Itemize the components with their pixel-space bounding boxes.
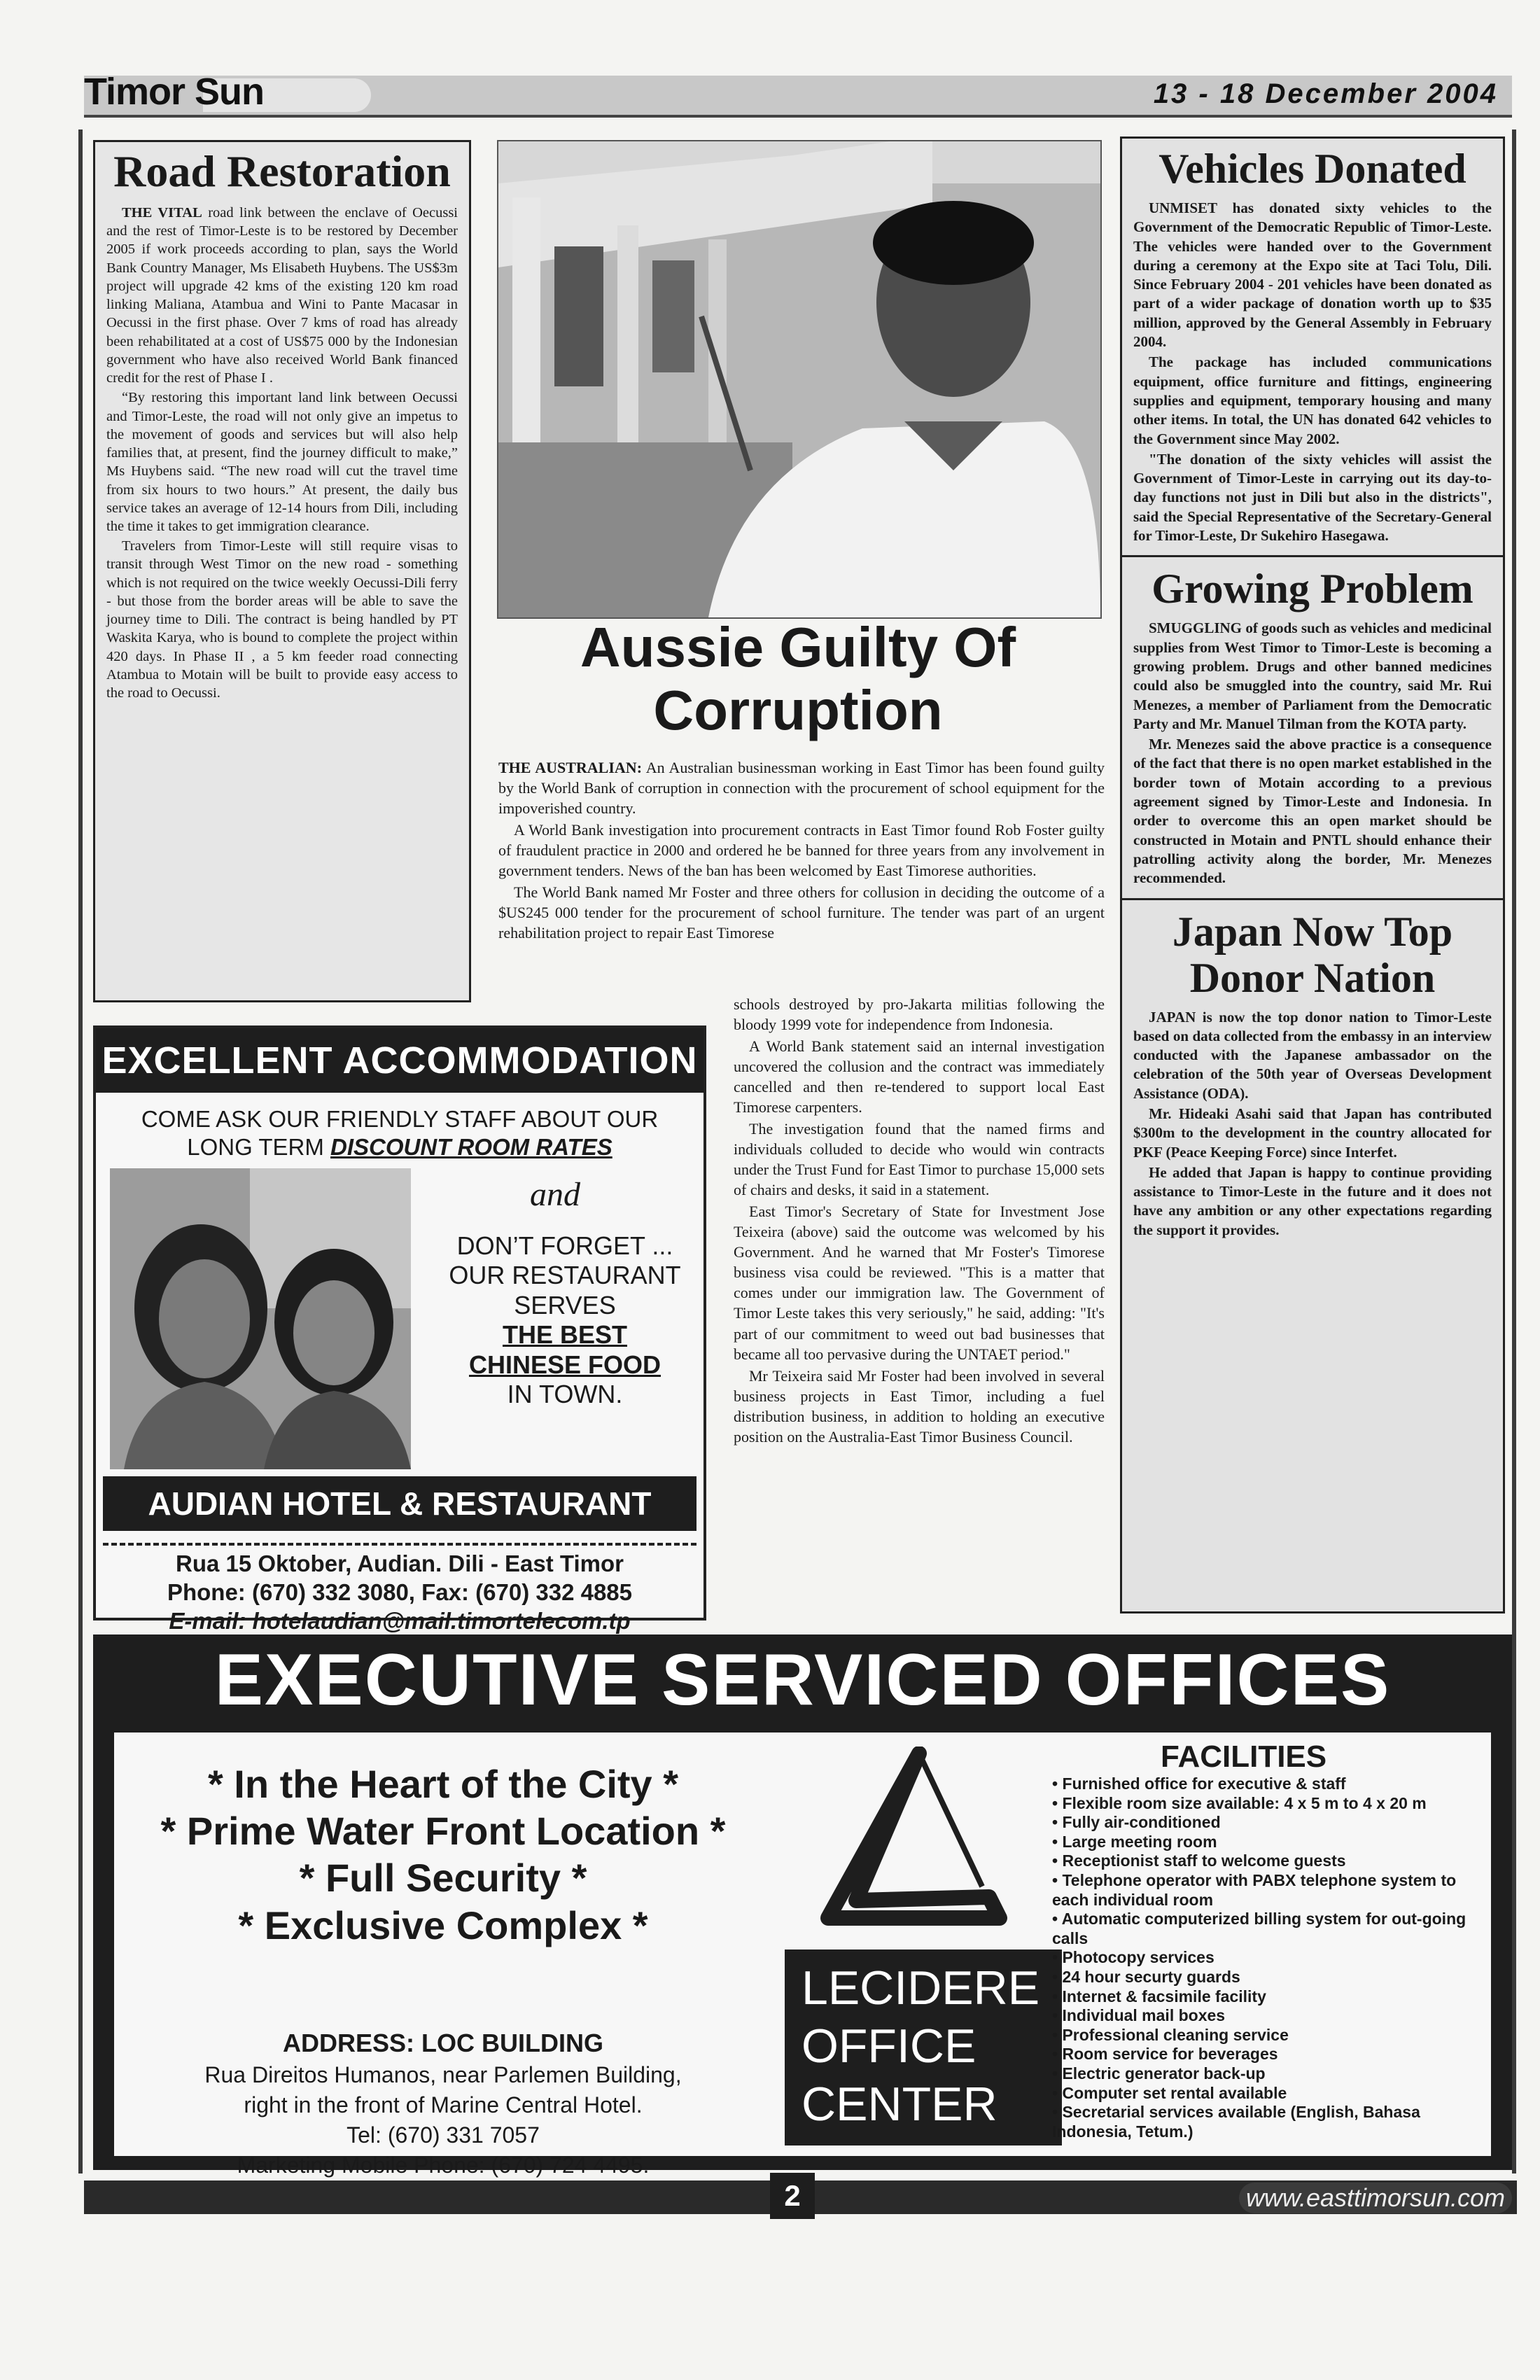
address-tel: Tel: (670) 331 7057 xyxy=(346,2122,540,2148)
facility-item: • Furnished office for executive & staff xyxy=(1052,1774,1486,1794)
facility-item: • Flexible room size available: 4 x 5 m to 4 x 20 m xyxy=(1052,1794,1486,1814)
article-paragraph: A World Bank statement said an internal investigation uncovered the collusion and the contract was immediately cancelled and then re-tendered to support local East Timorese carpenters. xyxy=(734,1037,1105,1116)
facility-item: • Professional cleaning service xyxy=(1052,2026,1486,2045)
article-paragraph: THE AUSTRALIAN: An Australian businessman working in East Timor has been found guilty by the World Bank of corruption in connection with the procurement of school equipment for the impoverished country. xyxy=(498,759,1105,818)
article-lead: THE AUSTRALIAN: xyxy=(498,759,643,776)
hotel-advertisement xyxy=(93,1026,706,1634)
address-mobile: Marketing Mobile Phone: (670) 724 4495. xyxy=(237,2152,650,2178)
facility-item: • Fully air-conditioned xyxy=(1052,1813,1486,1833)
article-body-smuggling xyxy=(1133,619,1492,888)
article-paragraph: "The donation of the sixty vehicles will assist the Government of Timor-Leste in carrying out its day-to-day functions not just in Dili but also in the districts", said the Special Representative of the Secretary-General for Timor-Leste, Dr Sukehiro Hasegawa. xyxy=(1133,450,1492,545)
article-paragraph: Mr. Menezes said the above practice is a consequence of the fact that there is no open market established in the border town of Motain according to a previous agreement signed by Timor-Leste and Indonesia. In order to overcome this an open market should be constructed in Motain and PNTL should enhance their patrolling activity along the border, Mr. Menezes recommended. xyxy=(1133,736,1492,887)
hotel-ad-headline: EXCELLENT ACCOMMODATION xyxy=(96,1028,704,1093)
article-paragraph: Mr Teixeira said Mr Foster had been involved in several business projects in East Timor, including a fuel distribution business, in addition to holding an executive position on the Australia-East Timor Business Council. xyxy=(734,1366,1105,1446)
hotel-staff-photo xyxy=(110,1168,411,1469)
facility-item: • Room service for beverages xyxy=(1052,2045,1486,2064)
article-paragraph: “By restoring this important land link between Oecussi and Timor-Leste, the road will not only give an impetus to the movement of goods and services but will also help families that, at present, find the journey difficult to make,” Ms Huybens said. “The new road will cut the travel time from six hours to two hours.” At present, the daily bus service takes an average of 12-14 hours from Dili, including the time it takes to get immigration clearance. xyxy=(106,390,458,534)
logo-line: CENTER xyxy=(802,2077,997,2131)
promo-line: SERVES xyxy=(514,1290,616,1320)
article-paragraph: THE VITAL road link between the enclave of Oecussi and the rest of Timor-Leste is to be restored by December 2005 if work proceeds according to plan, says the World Bank Country Manager, Ms Elisabeth Huybens. The US$3m project will upgrade 42 kms of the existing 120 km road linking Maliana, Atambua and Wini to Pante Macasar in Oecussi in the first phase. Over 7 kms of road has already been rehabilitated at a cost of US$75 000 by the Indonesian government who have also received World Bank financed credit for the rest of Phase I . xyxy=(106,205,458,386)
facilities-list xyxy=(1052,1774,1486,2141)
hotel-ad-and: and xyxy=(530,1176,580,1213)
article-title-aussie xyxy=(490,616,1106,741)
right-news-column xyxy=(1120,136,1505,1614)
article-body-aussie-continued xyxy=(734,994,1105,1448)
masthead-logo: Timor Sun xyxy=(84,71,265,113)
logo-line: OFFICE xyxy=(802,2019,976,2073)
facility-item: • Automatic computerized billing system for out-going calls xyxy=(1052,1910,1486,1948)
article-body-vehicles xyxy=(1133,199,1492,545)
section-divider xyxy=(1122,555,1503,557)
promo-line: DON’T FORGET ... xyxy=(456,1231,673,1260)
article-lead: JAPAN xyxy=(1149,1008,1196,1026)
facility-item: • Electric generator back-up xyxy=(1052,2064,1486,2084)
article-paragraph: The World Bank named Mr Foster and three others for collusion in deciding the outcome of a $US245 000 tender for the procurement of school furniture. The tender was part of an urgent rehabilitation project to repair East Timorese xyxy=(498,883,1105,942)
hotel-ad-promo xyxy=(110,1105,690,1161)
section-divider xyxy=(1122,898,1503,900)
promo-line: OUR RESTAURANT xyxy=(449,1261,681,1290)
hotel-ad-restaurant-promo xyxy=(418,1231,712,1410)
exec-ad-panel xyxy=(114,1732,1491,2178)
article-paragraph: He added that Japan is happy to continue providing assistance to Timor-Leste in the future and it does not have any ambition or any other expectations regarding the support it provides. xyxy=(1133,1163,1492,1238)
article-title: Road Restoration xyxy=(113,146,451,196)
address-title: ADDRESS: LOC BUILDING xyxy=(283,2029,603,2057)
right-column-rule xyxy=(1512,130,1516,2174)
article-paragraph: JAPAN is now the top donor nation to Timor-Leste based on data collected from the embassy in an interview conducted with the Japanese ambassador on the celebration of the 50th year of Overseas Development Assistance (ODA). xyxy=(1133,1008,1492,1102)
article-paragraph: The investigation found that the named firms and individuals colluded to decide who would win contracts under the Trust Fund for East Timor to purchase 15,000 sets of chairs and desks, it said in a statement. xyxy=(734,1120,1105,1199)
executive-offices-advertisement xyxy=(93,1634,1512,2178)
article-lead: THE VITAL xyxy=(122,205,202,220)
delta-logo-icon xyxy=(814,1746,1024,1928)
hotel-ad-divider xyxy=(103,1543,696,1546)
article-paragraph: East Timor's Secretary of State for Investment Jose Teixeira (above) said the outcome was welcomed by his Government. And he warned that Mr Foster's Timorese business visa could be reviewed. "This is a matter that comes under our immigration law. The Government of Timor Leste takes this very seriously," he said, adding: "It's part of our commitment to weed out bad businesses that became all too pervasive during the UNTAET period." xyxy=(734,1203,1105,1363)
left-column-rule xyxy=(78,130,83,2174)
article-title-vehicles: Vehicles Donated xyxy=(1158,146,1466,192)
discount-rates-emphasis: DISCOUNT ROOM RATES xyxy=(330,1133,612,1160)
logo-line: LECIDERE xyxy=(802,1961,1040,2015)
article-body xyxy=(106,204,458,702)
lecidere-logo xyxy=(785,1949,1062,2146)
selling-point: * In the Heart of the City * xyxy=(207,1762,679,1806)
lecidere-logo-text xyxy=(802,1959,1040,2134)
article-road-restoration xyxy=(93,140,471,1002)
title-line: Japan Now Top xyxy=(1172,908,1453,955)
hotel-phone: Phone: (670) 332 3080, Fax: (670) 332 4885 xyxy=(167,1578,633,1605)
hotel-address: Rua 15 Oktober, Audian. Dili - East Timor xyxy=(176,1550,624,1576)
article-paragraph: The package has included communications equipment, office furniture and fittings, engineering supplies and equipment, temporary housing and many other items. In total, the UN has donated 642 vehicles to the Government since May 2002. xyxy=(1133,354,1492,447)
title-line: Aussie Guilty Of xyxy=(580,616,1016,678)
exec-ad-address xyxy=(128,2026,758,2180)
title-line: Corruption xyxy=(653,678,943,741)
article-title-japan xyxy=(1133,909,1492,1001)
selling-point: * Exclusive Complex * xyxy=(238,1903,648,1947)
issue-date: 13 - 18 December 2004 xyxy=(1153,78,1498,109)
article-paragraph: SMUGGLING of goods such as vehicles and medicinal supplies from West Timor to Timor-Leste is becoming a growing problem. Drugs and other banned medicines could also be smuggled into the country, said Mr. Rui Menezes, a member of Parliament from the Democratic Party and Mr. Manuel Tilman from the KOTA party. xyxy=(1133,620,1492,732)
article-body-aussie xyxy=(498,757,1105,944)
page-number: 2 xyxy=(770,2173,815,2219)
article-lead: SMUGGLING xyxy=(1149,620,1242,637)
promo-line: CHINESE FOOD xyxy=(468,1350,662,1379)
hotel-email: E-mail: hotelaudian@mail.timortelecom.tp xyxy=(169,1607,631,1634)
facility-item: • Photocopy services xyxy=(1052,1948,1486,1968)
facility-item: • Individual mail boxes xyxy=(1052,2006,1486,2026)
promo-line: COME ASK OUR FRIENDLY STAFF ABOUT OUR xyxy=(141,1106,659,1132)
article-paragraph: Mr. Hideaki Asahi said that Japan has contributed $300m to the development in the country allocated for PKF (Peace Keeping Force) since Interfet. xyxy=(1133,1105,1492,1161)
facilities-title: FACILITIES xyxy=(1161,1740,1327,1774)
selling-point: * Prime Water Front Location * xyxy=(160,1809,726,1854)
facility-item: • Internet & facsimile facility xyxy=(1052,1987,1486,2007)
article-paragraph: Travelers from Timor-Leste will still require visas to transit through West Timor on the new road - something which is not required on the twice weekly Oecussi-Dili ferry - but those from the border areas will be able to save the journey time to Dili. The contract is being handled by PT Waskita Karya, who is bound to complete the project within 420 days. In Phase II , a 5 km feeder road connecting Atambua to Motain will be built to provide easy access to the road to Oecussi. xyxy=(106,538,458,701)
article-paragraph: UNMISET has donated sixty vehicles to the Government of the Democratic Republic of Timor-Leste. The vehicles were handed over to the Government during a ceremony at the Expo site at Taci Tolu, Dili. Since February 2004 - 201 vehicles have been donated as part of a wider package of donation worth up to $35 million, approved by the General Assembly in February 2004. xyxy=(1133,200,1492,351)
title-line: Donor Nation xyxy=(1189,954,1436,1001)
hotel-name-banner: AUDIAN HOTEL & RESTAURANT xyxy=(103,1476,696,1531)
promo-line: THE BEST xyxy=(502,1320,627,1350)
facility-item: • Large meeting room xyxy=(1052,1833,1486,1852)
address-line: Rua Direitos Humanos, near Parlemen Building, xyxy=(204,2062,682,2088)
facility-item: • Secretarial services available (English, Bahasa Indonesia, Tetum.) xyxy=(1052,2103,1486,2141)
article-paragraph: schools destroyed by pro-Jakarta militias following the bloody 1999 vote for independence from Indonesia. xyxy=(734,995,1105,1034)
facility-item: • 24 hour securty guards xyxy=(1052,1968,1486,1987)
exec-ad-selling-points xyxy=(128,1760,758,1949)
facility-item: • Computer set rental available xyxy=(1052,2084,1486,2104)
photo-jose-teixeira xyxy=(497,140,1102,619)
facility-item: • Receptionist staff to welcome guests xyxy=(1052,1851,1486,1871)
article-paragraph: A World Bank investigation into procurement contracts in East Timor found Rob Foster guilty of fraudulent practice in 2000 and ordered he be banned for three years from any involvement in government tenders. News of the ban has been welcomed by East Timorese authorities. xyxy=(498,821,1105,880)
exec-ad-headline: EXECUTIVE SERVICED OFFICES xyxy=(214,1639,1391,1721)
article-body-japan xyxy=(1133,1008,1492,1240)
facility-item: • Telephone operator with PABX telephone system to each individual room xyxy=(1052,1871,1486,1910)
hotel-contact xyxy=(103,1550,696,1636)
promo-line: IN TOWN. xyxy=(507,1380,623,1409)
promo-line: LONG TERM DISCOUNT ROOM RATES xyxy=(187,1133,612,1160)
address-line: right in the front of Marine Central Hotel. xyxy=(244,2092,643,2118)
article-title-smuggling: Growing Problem xyxy=(1152,566,1474,612)
selling-point: * Full Security * xyxy=(299,1856,587,1900)
website-link[interactable]: www.easttimorsun.com xyxy=(1239,2183,1512,2213)
article-lead: UNMISET xyxy=(1149,200,1217,216)
